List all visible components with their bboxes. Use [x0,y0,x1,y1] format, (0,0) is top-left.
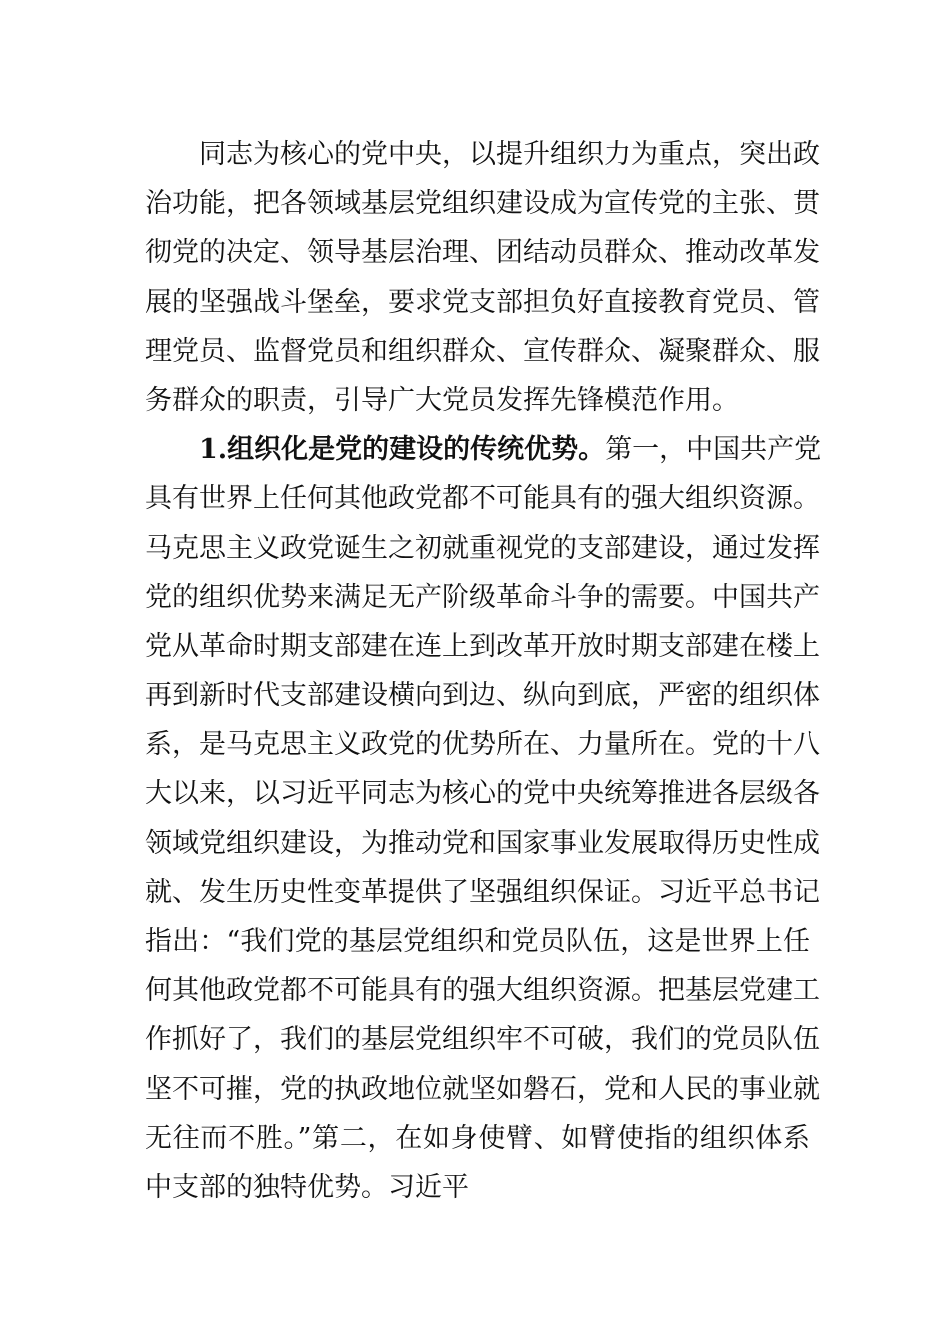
paragraph-1-line-5: 理党员、监督党员和组织群众、宣传群众、凝聚群众、服 [145,335,820,367]
paragraph-2-line-1 [145,425,822,474]
paragraph-2-line-10: 就、发生历史性变革提供了坚强组织保证。习近平总书记 [145,876,820,908]
paragraph-2-line-11: 指出：“我们党的基层党组织和党员队伍，这是世界上任 [145,926,810,957]
body-text [145,130,822,1212]
paragraph-2-line-13: 作抓好了，我们的基层党组织牢不可破，我们的党员队伍 [145,1024,820,1056]
paragraph-2-line-4: 党的组织优势来满足无产阶级革命斗争的需要。中国共产 [145,581,820,613]
paragraph-2-line-9: 领域党组织建设，为推动党和国家事业发展取得历史性成 [145,827,820,859]
paragraph-2-line-15: 无往而不胜。”第二，在如身使臂、如臂使指的组织体系 [145,1122,810,1154]
paragraph-2-line-8: 大以来，以习近平同志为核心的党中央统筹推进各层级各 [145,778,820,810]
paragraph-2-line-2: 具有世界上任何其他政党都不可能具有的强大组织资源。 [145,483,820,515]
paragraph-2-line-14: 坚不可摧，党的执政地位就坚如磐石，党和人民的事业就 [145,1073,820,1105]
paragraph-1-line-2: 治功能，把各领域基层党组织建设成为宣传党的主张、贯 [145,188,820,220]
paragraph-2-line-7: 系，是马克思主义政党的优势所在、力量所在。党的十八 [145,729,820,761]
paragraph-2-line-16: 中支部的独特优势。习近平 [145,1171,469,1203]
paragraph-1-line-6: 务群众的职责，引导广大党员发挥先锋模范作用。 [145,384,739,416]
paragraph-2-line-3: 马克思主义政党诞生之初就重视党的支部建设，通过发挥 [145,532,820,564]
paragraph-2-first-line-text: 第一，中国共产党 [605,434,822,466]
paragraph-2-line-6: 再到新时代支部建设横向到边、纵向到底，严密的组织体 [145,680,820,712]
paragraph-1-line-1: 同志为核心的党中央，以提升组织力为重点，突出政 [199,139,820,170]
section-heading: 1.组织化是党的建设的传统优势。 [199,434,606,466]
paragraph-2-line-12: 何其他政党都不可能具有的强大组织资源。把基层党建工 [145,975,820,1007]
paragraph-2-line-5: 党从革命时期支部建在连上到改革开放时期支部建在楼上 [145,630,820,662]
paragraph-1-line-4: 展的坚强战斗堡垒，要求党支部担负好直接教育党员、管 [145,286,820,318]
paragraph-1-line-3: 彻党的决定、领导基层治理、团结动员群众、推动改革发 [145,237,820,269]
